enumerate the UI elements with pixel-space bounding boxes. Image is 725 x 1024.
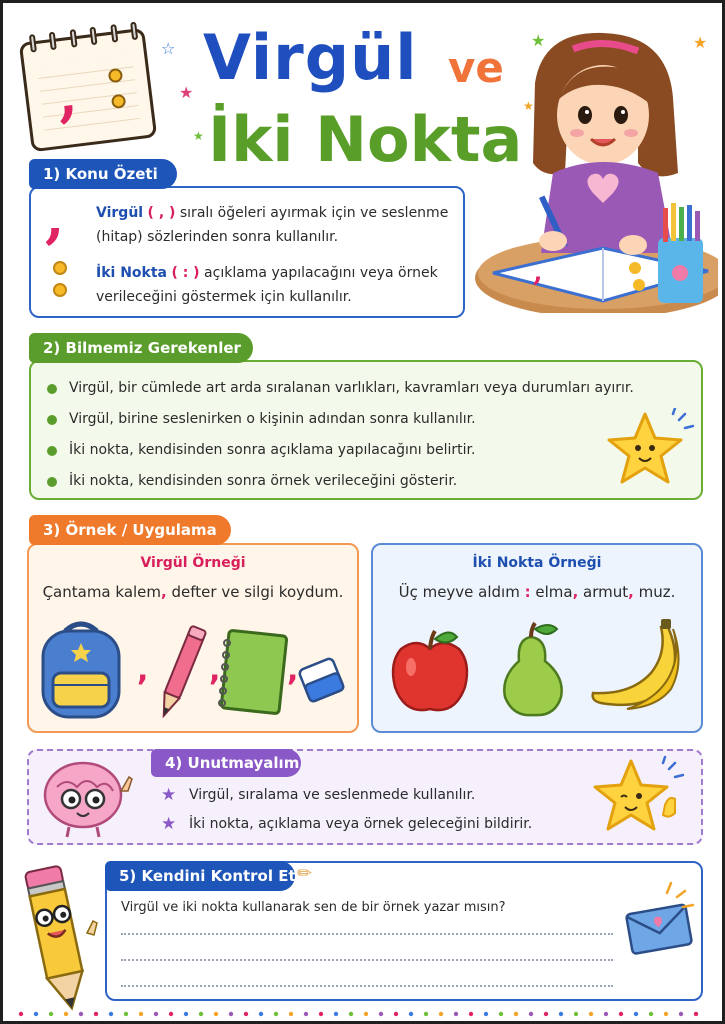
- comma-example-title: Virgül Örneği: [140, 555, 246, 571]
- calendar-icon: ,: [19, 28, 157, 153]
- comma-mark: ,: [287, 653, 299, 688]
- star-icon: ☆: [161, 39, 176, 58]
- colon-term: İki Nokta: [96, 265, 167, 281]
- pencil-icon: [153, 623, 209, 723]
- comma-symbol: ( , ): [147, 205, 176, 221]
- colon-text: açıklama yapılacağını veya örnek verileceğini göstermek için kullanılır.: [96, 265, 438, 305]
- list-item: ★ Virgül, sıralama ve seslenmede kullanılır.: [161, 781, 532, 810]
- comma-definition: [96, 201, 456, 249]
- facts-list: [47, 373, 634, 497]
- star-bullet-icon: ★: [161, 814, 177, 834]
- backpack-icon: [35, 621, 127, 721]
- section-heading-examples: 3) Örnek / Uygulama: [29, 515, 231, 545]
- envelope-icon: [623, 879, 697, 959]
- answer-line[interactable]: [121, 933, 613, 935]
- comma-example-sentence: Çantama kalem, defter ve silgi koydum.: [42, 583, 344, 601]
- star-icon: ★: [693, 33, 708, 52]
- star-icon: ★: [523, 99, 534, 113]
- brain-mascot-icon: [37, 757, 141, 839]
- pear-icon: [497, 621, 569, 719]
- comma-mark: ,: [209, 653, 221, 688]
- answer-line[interactable]: [121, 985, 613, 987]
- confetti-decoration: [13, 1009, 713, 1019]
- colon-example-sentence: Üç meyve aldım : elma, armut, muz.: [398, 583, 676, 601]
- page-title-line2: İki Nokta: [208, 103, 523, 176]
- page-title-line1: Virgül: [203, 21, 418, 94]
- comma-mark: ,: [137, 653, 149, 688]
- pencil-icon: ✏: [297, 863, 313, 884]
- comma-term: Virgül: [96, 205, 144, 221]
- comma-icon: ,: [45, 185, 65, 251]
- section-heading-summary: 1) Konu Özeti: [29, 159, 177, 189]
- list-item: Virgül, birine seslenirken o kişinin adından sonra kullanılır.: [47, 404, 634, 435]
- section-heading-facts: 2) Bilmemiz Gerekenler: [29, 333, 253, 363]
- colon-example-title: İki Nokta Örneği: [472, 555, 602, 571]
- banana-icon: [587, 619, 691, 717]
- notebook-icon: [215, 627, 289, 717]
- answer-line[interactable]: [121, 959, 613, 961]
- star-bullet-icon: ★: [161, 785, 177, 805]
- girl-writing-illustration: [473, 23, 718, 313]
- self-check-question: Virgül ve iki nokta kullanarak sen de bir örnek yazar mısın?: [121, 900, 506, 915]
- colon-icon: [53, 261, 67, 305]
- list-item: İki nokta, kendisinden sonra örnek verileceğini gösterir.: [47, 466, 634, 497]
- star-icon: ★: [179, 83, 194, 102]
- colon-definition: [96, 261, 456, 309]
- pencil-mascot-icon: [17, 863, 103, 1013]
- eraser-icon: [297, 653, 345, 705]
- apple-icon: [387, 627, 473, 719]
- star-icon: ★: [193, 129, 204, 143]
- star-mascot-icon: [587, 755, 691, 841]
- remember-list: [161, 781, 532, 839]
- comma-text: sıralı öğeleri ayırmak için ve seslenme (hitap) sözlerinden sonra kullanılır.: [96, 205, 449, 245]
- list-item: İki nokta, kendisinden sonra açıklama yapılacağını belirtir.: [47, 435, 634, 466]
- svg-text:,: ,: [533, 255, 543, 288]
- page-title-connector: ve: [448, 43, 504, 92]
- list-item: ★ İki nokta, açıklama veya örnek geleceğini bildirir.: [161, 810, 532, 839]
- section-heading-self-check: 5) Kendini Kontrol Et: [105, 861, 295, 891]
- list-item: Virgül, bir cümlede art arda sıralanan varlıkları, kavramları veya durumları ayırır.: [47, 373, 634, 404]
- star-mascot-icon: [603, 408, 699, 492]
- colon-symbol: ( : ): [171, 265, 200, 281]
- section-heading-remember: 4) Unutmayalım: [151, 749, 301, 777]
- star-icon: ★: [531, 31, 546, 50]
